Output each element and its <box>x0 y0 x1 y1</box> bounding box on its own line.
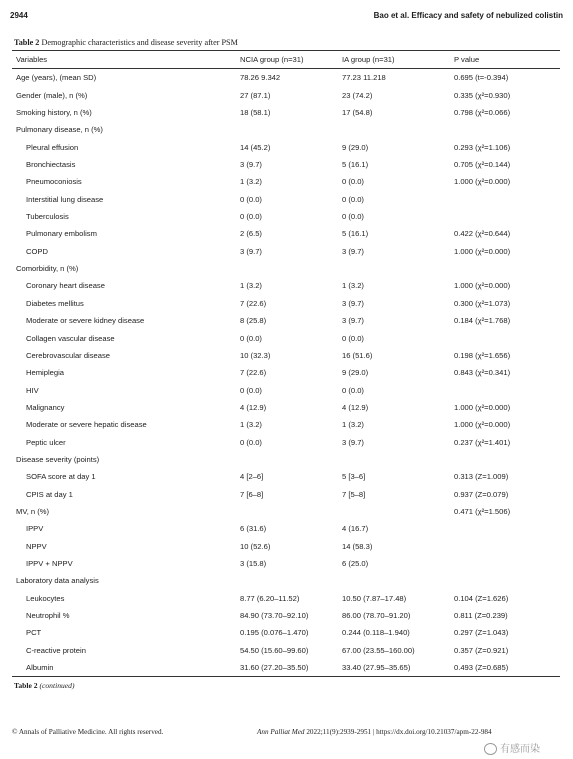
cell-ia: 0 (0.0) <box>342 385 364 395</box>
cell-ncia: 0 (0.0) <box>240 212 262 222</box>
cell-ncia: 3 (15.8) <box>240 558 267 568</box>
page-number: 2944 <box>10 11 28 20</box>
cell-variable: Comorbidity, n (%) <box>16 264 79 274</box>
cell-p-value: 1.000 (χ²=0.000) <box>454 281 511 291</box>
table-row <box>12 607 560 624</box>
cell-ncia: 7 [6–8] <box>240 489 264 499</box>
cell-ia: 0.244 (0.118–1.940) <box>342 628 410 638</box>
cell-ncia: 84.90 (73.70–92.10) <box>240 611 309 620</box>
cell-ncia: 4 (12.9) <box>240 402 267 412</box>
page-footer <box>12 728 561 740</box>
table-row <box>12 364 560 381</box>
cell-ncia: 0 (0.0) <box>240 437 262 447</box>
table-bottom-rule <box>12 676 560 677</box>
table-row <box>12 382 560 399</box>
cell-ncia: 8 (25.8) <box>240 316 267 326</box>
cell-ncia: 3 (9.7) <box>240 160 262 170</box>
cell-variable: Cerebrovascular disease <box>26 350 110 360</box>
table-row <box>12 330 560 347</box>
cell-p-value: 1.000 (χ²=0.000) <box>454 402 511 412</box>
cell-variable: Collagen vascular disease <box>26 333 115 343</box>
cell-variable: NPPV <box>26 541 47 551</box>
cell-ncia: 31.60 (27.20–35.50) <box>240 663 309 673</box>
cell-p-value: 0.297 (Z=1.043) <box>454 628 509 638</box>
cell-ia: 9 (29.0) <box>342 142 369 152</box>
cell-ia: 77.23 11.218 <box>342 73 386 83</box>
table-row <box>12 104 560 121</box>
cell-variable: Pleural effusion <box>26 142 79 152</box>
cell-ncia: 7 (22.6) <box>240 368 267 378</box>
table-row <box>12 208 560 225</box>
cell-ia: 10.50 (7.87–17.48) <box>342 593 407 603</box>
table-body <box>12 69 560 676</box>
column-header-ncia: NCIA group (n=31) <box>240 55 304 64</box>
cell-p-value: 0.471 (χ²=1.506) <box>454 506 511 516</box>
table-title: Demographic characteristics and disease severity after PSM <box>41 38 238 47</box>
cell-p-value: 0.695 (t=-0.394) <box>454 73 509 83</box>
cell-p-value: 0.300 (χ²=1.073) <box>454 298 511 308</box>
cell-variable: IPPV <box>26 524 44 534</box>
cell-p-value: 0.705 (χ²=0.144) <box>454 160 511 170</box>
cell-ia: 7 [5–8] <box>342 489 366 499</box>
cell-ia: 1 (3.2) <box>342 281 364 291</box>
continued-text: (continued) <box>39 681 75 690</box>
cell-variable: COPD <box>26 246 48 256</box>
cell-p-value: 0.937 (Z=0.079) <box>454 489 509 499</box>
table-row <box>12 503 560 520</box>
cell-ncia: 27 (87.1) <box>240 90 271 100</box>
cell-variable: Diabetes mellitus <box>26 298 84 308</box>
watermark-text: 有感而染 <box>500 744 540 755</box>
table-row <box>12 572 560 589</box>
cell-p-value: 0.313 (Z=1.009) <box>454 472 509 482</box>
cell-variable: CPIS at day 1 <box>26 489 73 499</box>
cell-ncia: 18 (58.1) <box>240 108 271 118</box>
cell-variable: Pneumoconiosis <box>26 177 82 187</box>
table-row <box>12 243 560 260</box>
running-title: Bao et al. Efficacy and safety of nebulized colistin <box>373 11 563 20</box>
cell-ncia: 10 (52.6) <box>240 541 271 551</box>
cell-ncia: 2 (6.5) <box>240 229 262 239</box>
cell-variable: Moderate or severe kidney disease <box>26 316 145 326</box>
cell-ncia: 0 (0.0) <box>240 333 262 343</box>
cell-variable: SOFA score at day 1 <box>26 472 96 482</box>
data-table <box>12 50 560 677</box>
continued-note <box>14 681 75 690</box>
cell-ia: 16 (51.6) <box>342 350 373 360</box>
table-row <box>12 347 560 364</box>
cell-ia: 3 (9.7) <box>342 437 364 447</box>
cell-variable: PCT <box>26 628 42 638</box>
cell-ia: 5 [3–6] <box>342 472 366 482</box>
cell-ia: 9 (29.0) <box>342 368 369 378</box>
cell-ncia: 0 (0.0) <box>240 194 262 204</box>
table-row <box>12 520 560 537</box>
cell-ncia: 1 (3.2) <box>240 281 262 291</box>
table-row <box>12 590 560 607</box>
table-row <box>12 555 560 572</box>
cell-variable: Neutrophil % <box>26 611 70 620</box>
table-row <box>12 121 560 138</box>
cell-variable: IPPV + NPPV <box>26 558 73 568</box>
cell-p-value: 0.843 (χ²=0.341) <box>454 368 511 378</box>
cell-p-value: 0.184 (χ²=1.768) <box>454 316 511 326</box>
cell-ncia: 1 (3.2) <box>240 420 262 430</box>
wechat-icon <box>484 743 497 755</box>
cell-p-value: 0.293 (χ²=1.106) <box>454 142 511 152</box>
table-row <box>12 225 560 242</box>
cell-variable: Tuberculosis <box>26 212 69 222</box>
cell-ia: 3 (9.7) <box>342 316 364 326</box>
cell-ncia: 7 (22.6) <box>240 298 267 308</box>
cell-variable: Albumin <box>26 663 54 673</box>
cell-ia: 86.00 (78.70–91.20) <box>342 611 411 620</box>
cell-ia: 4 (16.7) <box>342 524 369 534</box>
cell-p-value: 0.798 (χ²=0.066) <box>454 108 511 118</box>
cell-ncia: 78.26 9.342 <box>240 73 281 83</box>
cell-p-value: 0.198 (χ²=1.656) <box>454 350 511 360</box>
cell-ia: 14 (58.3) <box>342 541 373 551</box>
cell-ia: 6 (25.0) <box>342 558 369 568</box>
cell-ncia: 6 (31.6) <box>240 524 267 534</box>
table-row <box>12 69 560 86</box>
table-row <box>12 434 560 451</box>
cell-ia: 0 (0.0) <box>342 177 364 187</box>
cell-variable: Bronchiectasis <box>26 160 76 170</box>
cell-ncia: 3 (9.7) <box>240 246 262 256</box>
cell-variable: Age (years), (mean SD) <box>16 73 97 83</box>
cell-ia: 3 (9.7) <box>342 298 364 308</box>
cell-variable: Pulmonary embolism <box>26 229 97 239</box>
cell-variable: Disease severity (points) <box>16 454 100 464</box>
table-row <box>12 538 560 555</box>
cell-variable: Coronary heart disease <box>26 281 105 291</box>
cell-ncia: 54.50 (15.60–99.60) <box>240 645 309 655</box>
table-row <box>12 451 560 468</box>
table-row <box>12 312 560 329</box>
cell-p-value: 0.104 (Z=1.626) <box>454 593 509 603</box>
table-row <box>12 399 560 416</box>
page-header <box>10 11 563 25</box>
cell-variable: Laboratory data analysis <box>16 576 99 586</box>
cell-p-value: 0.422 (χ²=0.644) <box>454 229 511 239</box>
cell-ia: 0 (0.0) <box>342 333 364 343</box>
table-row <box>12 659 560 676</box>
table-row <box>12 191 560 208</box>
cell-variable: Leukocytes <box>26 593 65 603</box>
watermark <box>484 740 540 755</box>
cell-variable: Moderate or severe hepatic disease <box>26 420 147 430</box>
table-row <box>12 87 560 104</box>
cell-variable: HIV <box>26 385 39 395</box>
table-row <box>12 139 560 156</box>
cell-variable: Hemiplegia <box>26 368 64 378</box>
cell-p-value: 1.000 (χ²=0.000) <box>454 420 511 430</box>
table-row <box>12 468 560 485</box>
copyright-text: © Annals of Palliative Medicine. All rights reserved. <box>12 728 164 736</box>
cell-ia: 3 (9.7) <box>342 246 364 256</box>
cell-ncia: 14 (45.2) <box>240 142 271 152</box>
column-header-ia: IA group (n=31) <box>342 55 395 64</box>
cell-p-value: 0.811 (Z=0.239) <box>454 611 508 620</box>
cell-ncia: 0.195 (0.076–1.470) <box>240 628 309 638</box>
cell-ia: 17 (54.8) <box>342 108 373 118</box>
table-row <box>12 173 560 190</box>
table-row <box>12 486 560 503</box>
journal-name: Ann Palliat Med <box>257 728 305 736</box>
cell-p-value: 1.000 (χ²=0.000) <box>454 246 511 256</box>
cell-ncia: 1 (3.2) <box>240 177 262 187</box>
column-header-p-value: P value <box>454 55 480 64</box>
cell-p-value: 1.000 (χ²=0.000) <box>454 177 511 187</box>
cell-ia: 23 (74.2) <box>342 90 373 100</box>
cell-variable: C-reactive protein <box>26 645 86 655</box>
table-row <box>12 624 560 641</box>
cell-ia: 33.40 (27.95–35.65) <box>342 663 411 673</box>
column-header-variables: Variables <box>16 55 48 64</box>
cell-variable: Interstitial lung disease <box>26 194 104 204</box>
cell-ncia: 0 (0.0) <box>240 385 262 395</box>
table-row <box>12 295 560 312</box>
cell-ncia: 4 [2–6] <box>240 472 264 482</box>
cell-variable: Peptic ulcer <box>26 437 66 447</box>
cell-p-value: 0.493 (Z=0.685) <box>454 663 509 673</box>
table-label: Table 2 <box>14 38 40 47</box>
table-row <box>12 642 560 659</box>
cell-variable: Pulmonary disease, n (%) <box>16 125 103 135</box>
cell-variable: MV, n (%) <box>16 506 50 516</box>
citation-text <box>257 728 492 736</box>
table-row <box>12 416 560 433</box>
citation-details: 2022;11(9):2939-2951 | https://dx.doi.org/10.21037/apm-22-984 <box>306 728 492 736</box>
cell-ncia: 8.77 (6.20–11.52) <box>240 593 300 603</box>
table-row <box>12 156 560 173</box>
cell-variable: Smoking history, n (%) <box>16 108 92 118</box>
cell-p-value: 0.335 (χ²=0.930) <box>454 90 511 100</box>
cell-ncia: 10 (32.3) <box>240 350 271 360</box>
cell-ia: 4 (12.9) <box>342 402 369 412</box>
cell-p-value: 0.237 (χ²=1.401) <box>454 437 511 447</box>
cell-ia: 0 (0.0) <box>342 212 364 222</box>
table-header-row <box>12 51 560 68</box>
cell-ia: 5 (16.1) <box>342 229 369 239</box>
table-row <box>12 260 560 277</box>
cell-ia: 1 (3.2) <box>342 420 364 430</box>
cell-variable: Malignancy <box>26 402 65 412</box>
cell-variable: Gender (male), n (%) <box>16 90 88 100</box>
cell-ia: 5 (16.1) <box>342 160 369 170</box>
cell-p-value: 0.357 (Z=0.921) <box>454 645 509 655</box>
table-caption <box>14 38 238 47</box>
cell-ia: 0 (0.0) <box>342 194 364 204</box>
continued-label: Table 2 <box>14 681 38 690</box>
cell-ia: 67.00 (23.55–160.00) <box>342 645 415 655</box>
table-row <box>12 277 560 294</box>
